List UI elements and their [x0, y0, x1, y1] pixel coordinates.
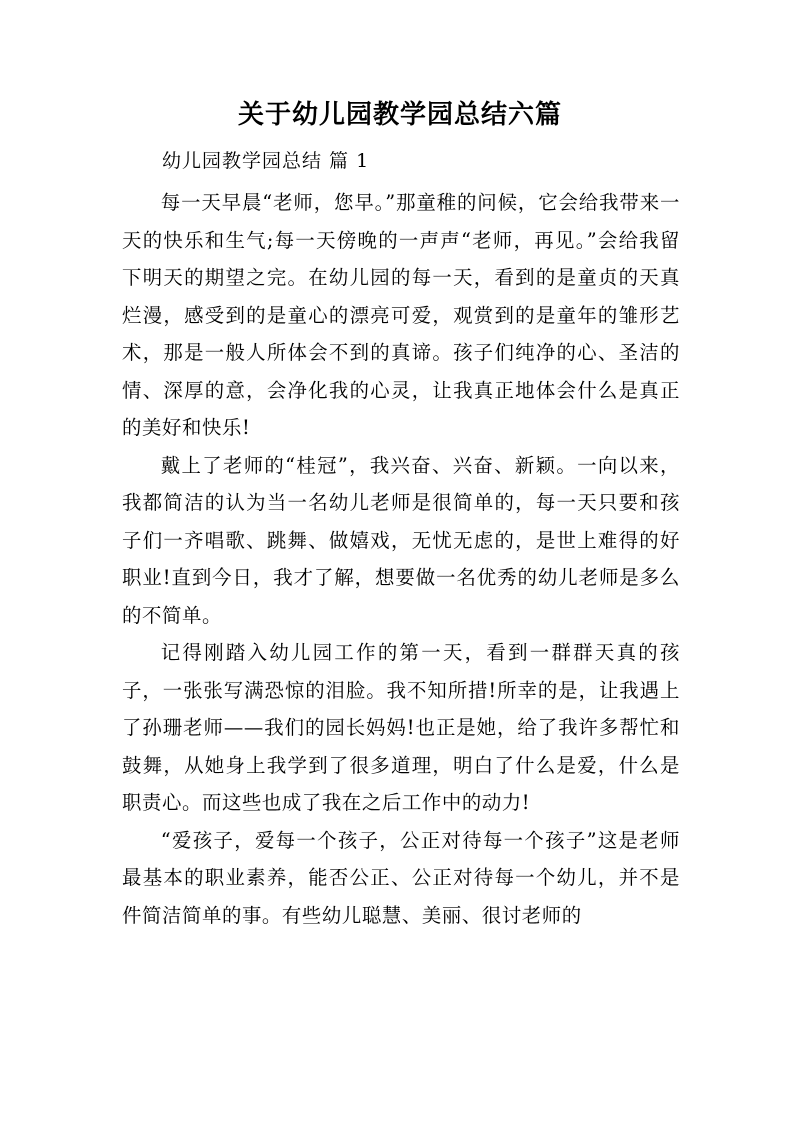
- paragraph-2: 戴上了老师的“桂冠”，我兴奋、兴奋、新颖。一向以来，我都简洁的认为当一名幼儿老师是很简单的，每一天只要和孩子们一齐唱歌、跳舞、做嬉戏，无忧无虑的，是世上难得的好职业!直到今日，我才了解，想要做一名优秀的幼儿老师是多么的不简单。: [122, 453, 680, 627]
- paragraph-1: 每一天早晨“老师，您早。”那童稚的问候，它会给我带来一天的快乐和生气;每一天傍晚的一声声“老师，再见。”会给我留下明天的期望之完。在幼儿园的每一天，看到的是童贞的天真烂漫，感受到的是童心的漂亮可爱，观赏到的是童年的雏形艺术，那是一般人所体会不到的真谛。孩子们纯净的心、圣洁的情、深厚的意，会净化我的心灵，让我真正地体会什么是真正的美好和快乐!: [122, 191, 680, 439]
- paragraph-4: “爱孩子，爱每一个孩子，公正对待每一个孩子”这是老师最基本的职业素养，能否公正、公正对待每一个幼儿，并不是件简洁简单的事。有些幼儿聪慧、美丽、很讨老师的: [122, 828, 680, 927]
- document-title: 关于幼儿园教学园总结六篇: [237, 100, 562, 130]
- document-body: [122, 184, 680, 934]
- section-heading: 幼儿园教学园总结 篇 1: [162, 150, 370, 172]
- paragraph-3: 记得刚踏入幼儿园工作的第一天，看到一群群天真的孩子，一张张写满恐惊的泪脸。我不知所措!所幸的是，让我遇上了孙珊老师——我们的园长妈妈!也正是她，给了我许多帮忙和鼓舞，从她身上我学到了很多道理，明白了什么是爱，什么是职责心。而这些也成了我在之后工作中的动力!: [122, 641, 680, 814]
